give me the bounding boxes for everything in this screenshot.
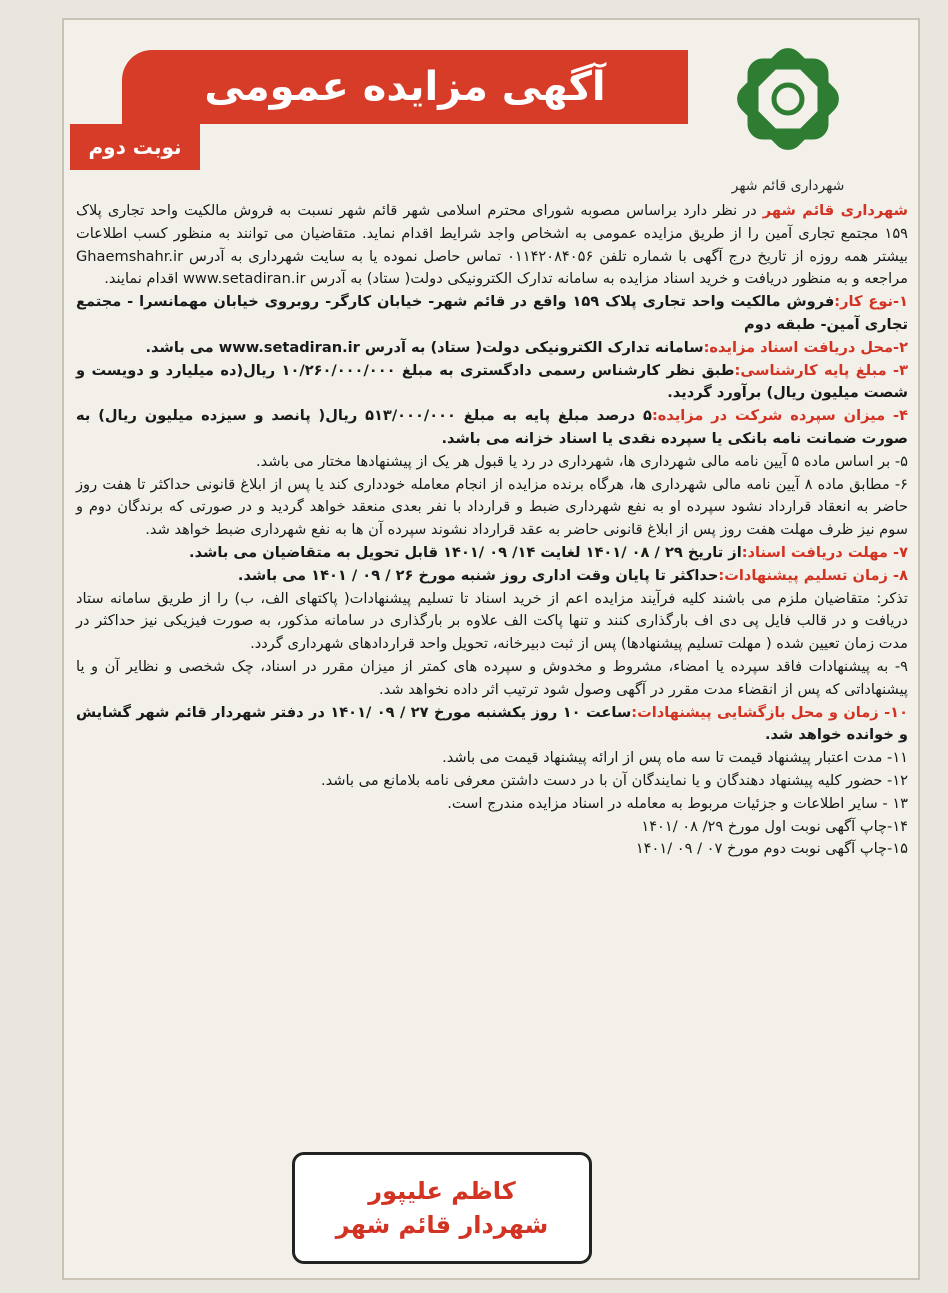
notice-item bbox=[76, 337, 908, 360]
notice-item bbox=[76, 588, 908, 656]
item-label: ۴- میزان سپرده شرکت در مزایده: bbox=[651, 407, 908, 425]
notice-item bbox=[76, 793, 908, 816]
notice-item bbox=[76, 770, 908, 793]
signatory-name: کاظم علیپور bbox=[368, 1177, 516, 1205]
notice-body bbox=[76, 200, 908, 1150]
notice-item bbox=[76, 474, 908, 542]
notice-item bbox=[76, 702, 908, 748]
item-text: سامانه تدارک الکترونیکی دولت( ستاد) به آدرس www.setadiran.ir می باشد. bbox=[145, 338, 704, 356]
org-name: شهرداری قائم شهر bbox=[762, 202, 908, 219]
item-text: ساعت ۱۰ روز یکشنبه مورخ ۲۷ / ۰۹ /۱۴۰۱ در دفتر شهردار قائم شهر گشایش و خوانده خواهد شد. bbox=[76, 703, 908, 744]
item-text: ۱۵-چاپ آگهی نوبت دوم مورخ ۰۷ / ۰۹ /۱۴۰۱ bbox=[635, 840, 908, 858]
item-text: ۱۳ - سایر اطلاعات و جزئیات مربوط به معامله در اسناد مزایده مندرج است. bbox=[447, 794, 908, 812]
municipality-logo bbox=[708, 44, 868, 194]
item-text: از تاریخ ۲۹ / ۰۸ /۱۴۰۱ لغایت ۱۴/ ۰۹ /۱۴۰۱ قابل تحویل به متقاضیان می باشد. bbox=[189, 543, 742, 561]
notice-item bbox=[76, 838, 908, 861]
item-text: ۵- بر اساس ماده ۵ آیین نامه مالی شهرداری ها، شهرداری در رد یا قبول هر یک از پیشنهادها مختار می باشد. bbox=[256, 452, 908, 470]
item-text: ۹- به پیشنهادات فاقد سپرده یا امضاء، مشروط و مخدوش و سپرده های کمتر از میزان مقرر در اسناد، چک شخصی و نظایر آن و یا پیشنهاداتی که پس از انقضاء مدت مقرر در آگهی وصول شود ترتیب اثر داده نخواهد شد. bbox=[76, 657, 908, 698]
item-text: ۵ درصد مبلغ پایه به مبلغ ۵۱۳/۰۰۰/۰۰۰ ریال( پانصد و سیزده میلیون ریال) به صورت ضمانت نامه بانکی یا سپرده نقدی یا اسناد خزانه می باشد. bbox=[76, 407, 908, 447]
item-label: ۱۰- زمان و محل بازگشایی پیشنهادات: bbox=[631, 703, 908, 721]
signatory-role: شهردار قائم شهر bbox=[335, 1211, 549, 1239]
notice-item bbox=[76, 291, 908, 337]
intro-text: در نظر دارد براساس مصوبه شورای محترم اسلامی شهر قائم شهر نسبت به فروش مالکیت واحد تجاری پلاک ۱۵۹ مجتمع تجاری آمین را از طریق مزایده عمومی به اشخاص واجد شرایط اقدام نماید. متقاضیان می توانند به منظور کسب اطلاعات بیشتر همه روزه از تاریخ درج آگهی با شماره تلفن ۰۱۱۴۲۰۸۴۰۵۶ تماس حاصل نموده یا به سایت شهرداری به آدرس Ghaemshahr.ir مراجعه و به منظور دریافت و خرید اسناد مزایده به سامانه تدارک الکترونیکی دولت( ستاد) به آدرس www.setadiran.ir اقدام نمایند. bbox=[76, 202, 908, 288]
notice-item bbox=[76, 656, 908, 702]
item-text: تذکر: متقاضیان ملزم می باشند کلیه فرآیند مزایده اعم از خرید اسناد تا تسلیم پیشنهادات( پاکتهای الف، ب) را از طریق سامانه ستاد دریافت و در قالب فایل پی دی اف بارگذاری کنند و تنها پاکت الف علاوه بر بارگذاری در سامانه مذکور، به صورت فیزیکی نیز حداکثر در مدت زمان تعیین شده ( مهلت تسلیم پیشنهادها) پس از ثبت دبیرخانه، تحویل واحد قراردادهای شهرداری گردد. bbox=[76, 589, 908, 653]
notice-item bbox=[76, 451, 908, 474]
round-label: نوبت دوم bbox=[70, 124, 200, 170]
item-label: ۳- مبلغ پایه کارشناسی: bbox=[734, 361, 908, 379]
item-text: طبق نظر کارشناس رسمی دادگستری به مبلغ ۱۰/۲۶۰/۰۰۰/۰۰۰ ریال(ده میلیارد و دویست و شصت میلیون ریال) برآورد گردید. bbox=[76, 361, 908, 402]
item-label: ۲-محل دریافت اسناد مزایده: bbox=[703, 338, 908, 356]
item-text: حداکثر تا پایان وقت اداری روز شنبه مورخ ۲۶ / ۰۹ / ۱۴۰۱ می باشد. bbox=[237, 566, 719, 584]
item-text: ۶- مطابق ماده ۸ آیین نامه مالی شهرداری ها، هرگاه برنده مزایده از انجام معامله خودداری کند یا پس از ابلاغ قانونی حداکثر تا هفت روز حاضر به انعقاد قرارداد نشود سپرده او به نفع شهرداری ضبط و قرارداد با نفر بعدی منعقد خواهد گردید و در صورتی که برندگان دوم و سوم نیز ظرف مهلت هفت روز پس از ابلاغ قانونی حاضر به عقد قرارداد نشوند سپرده آن ها به نفع شهرداری ضبط خواهد شد. bbox=[76, 475, 909, 539]
notice-item bbox=[76, 816, 908, 839]
notice-item bbox=[76, 565, 908, 588]
item-label: ۷- مهلت دریافت اسناد: bbox=[741, 543, 908, 561]
item-label: ۱-نوع کار: bbox=[834, 293, 908, 311]
item-text: ۱۴-چاپ آگهی نوبت اول مورخ ۲۹/ ۰۸ /۱۴۰۱ bbox=[641, 817, 908, 835]
notice-item bbox=[76, 360, 908, 406]
item-text: فروش مالکیت واحد تجاری پلاک ۱۵۹ واقع در قائم شهر- خیابان کارگر- روبروی خیابان مهمانسرا - مجتمع تجاری آمین- طبقه دوم bbox=[76, 293, 908, 333]
item-text: ۱۱- مدت اعتبار پیشنهاد قیمت تا سه ماه پس از ارائه پیشنهاد قیمت می باشد. bbox=[442, 749, 908, 767]
item-text: ۱۲- حضور کلیه پیشنهاد دهندگان و یا نمایندگان آن با در دست داشتن معرفی نامه بلامانع می باشد. bbox=[320, 771, 908, 789]
notice-title: آگهی مزایده عمومی bbox=[122, 50, 688, 124]
intro-paragraph bbox=[76, 200, 908, 291]
logo-caption: شهرداری قائم شهر bbox=[731, 178, 845, 194]
item-label: ۸- زمان تسلیم پیشنهادات: bbox=[718, 566, 908, 584]
notice-item bbox=[76, 405, 908, 451]
signature-box bbox=[292, 1152, 592, 1264]
notice-item bbox=[76, 747, 908, 770]
notice-item bbox=[76, 542, 908, 565]
items-list bbox=[76, 291, 908, 861]
octagram-icon bbox=[708, 44, 868, 172]
